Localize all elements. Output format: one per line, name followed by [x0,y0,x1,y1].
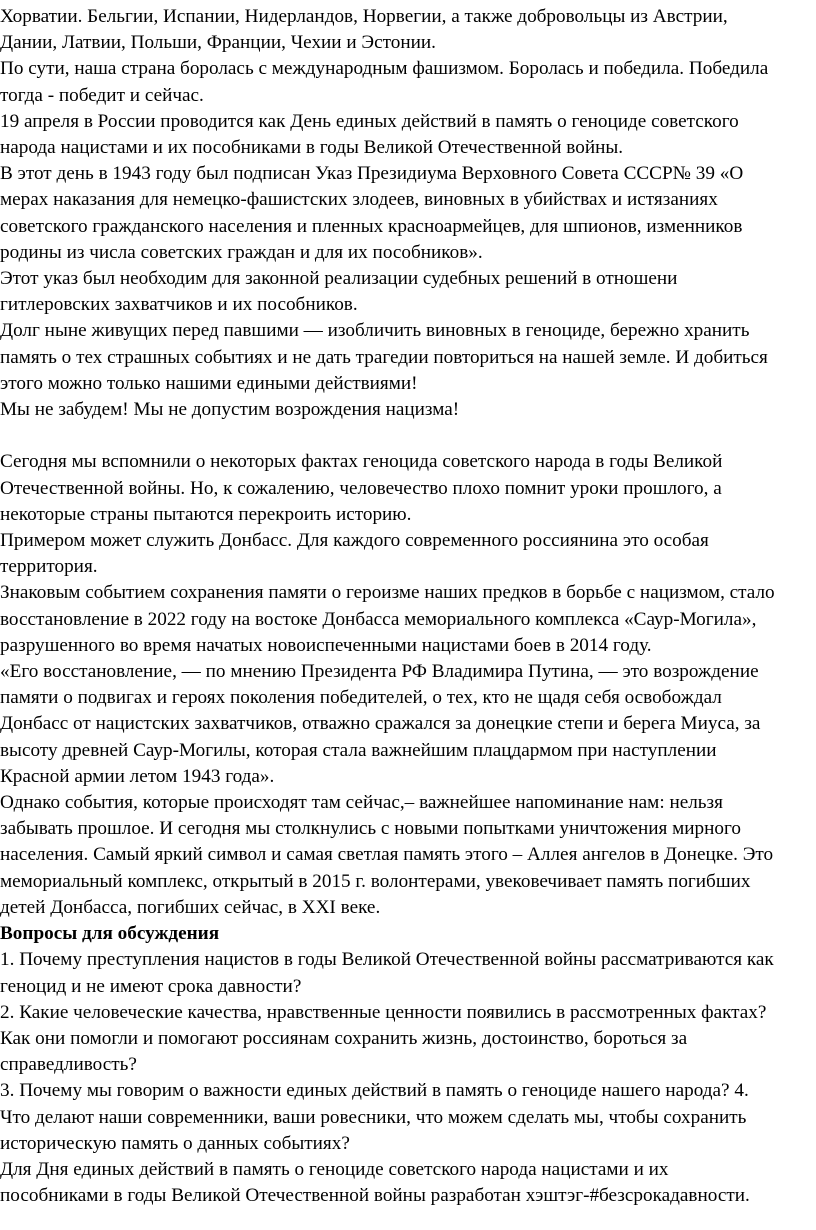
question-2: 2. Какие человеческие качества, нравственные ценности появились в рассмотренных фактах? Как они помогли и помогают россиянам сохранить жизнь, достоинство, бороться за справедливость? [0,1001,767,1076]
paragraph-donbass: Примером может служить Донбасс. Для каждого современного россиянина это особая территория. [0,530,709,578]
paragraph-countries: Хорватии. Бельгии, Испании, Нидерландов, Норвегии, а также добровольцы из Австрии, Дании, Латвии, Польши, Франции, Чехии и Эстонии. [0,6,728,54]
paragraph-putin-quote: «Его восстановление, — по мнению Президента РФ Владимира Путина, — это возрождение памяти о подвигах и героях поколения победителей, о тех, кто не щадя себя освобождал Донбасс от нацистских захватчиков, отважно сражался за донецкие степи и берега Миуса, за высоту древней Саур-Могилы, которая стала важнейшим плацдармом при наступлении Красной армии летом 1943 года». [0,661,761,787]
question-3-4: 3. Почему мы говорим о важности единых действий в память о геноциде нашего народа? 4. Что делают наши современники, ваши ровесники, что можем сделать мы, чтобы сохранить историческую память о данных событиях? [0,1080,749,1154]
paragraph-decree-purpose: Этот указ был необходим для законной реализации судебных решений в отношени гитлеровских захватчиков и их пособников. [0,268,678,316]
paragraph-hashtag: Для Дня единых действий в память о геноциде советского народа нацистами и их пособниками в годы Великой Отечественной войны разработан хэштэг-#безсрокадавности. [0,1158,750,1207]
questions-heading: Вопросы для обсуждения [0,923,220,945]
paragraph-duty: Долг ныне живущих перед павшими — изобличить виновных в геноциде, бережно хранить память о тех страшных событиях и не дать трагедии повториться на нашей земле. И добиться этого можно только нашими едиными действиями! [0,320,768,394]
paragraph-alley-of-angels: Однако события, которые происходят там сейчас,– важнейшее напоминание нам: нельзя забывать прошлое. И сегодня мы столкнулись с новыми попытками уничтожения мирного населения. Самый яркий символ и самая светлая память этого – Аллея ангелов в Донецке. Это мемориальный комплекс, открытый в 2015 г. волонтерами, увековечивает память погибших детей Донбасса, погибших сейчас, в XXI веке. [0,792,774,918]
question-1: 1. Почему преступления нацистов в годы Великой Отечественной войны рассматриваются как геноцид и не имеют срока давности? [0,949,774,997]
paragraph-fight-fascism: По сути, наша страна боролась с международным фашизмом. Боролась и победила. Победила тогда - победит и сейчас. [0,58,769,106]
blank-line [0,423,816,449]
paragraph-saur-mogila: Знаковым событием сохранения памяти о героизме наших предков в борьбе с нацизмом, стало восстановление в 2022 году на востоке Донбасса мемориального комплекса «Саур-Могила», разрушенного во время начатых новоиспеченными нацистами боев в 2014 году. [0,582,775,656]
paragraph-april-19: 19 апреля в России проводится как День единых действий в память о геноциде советского народа нацистами и их пособниками в годы Великой Отечественной войны. [0,110,739,159]
paragraph-today: Сегодня мы вспомнили о некоторых фактах геноцида советского народа в годы Великой Отечественной войны. Но, к сожалению, человечество плохо помнит уроки прошлого, а некоторые страны пытаются перекроить историю. [0,451,723,525]
paragraph-we-will-not-forget: Мы не забудем! Мы не допустим возрождения нацизма! [0,399,460,421]
paragraph-decree: В этот день в 1943 году был подписан Указ Президиума Верховного Совета СССР№ 39 «О мерах наказания для немецко-фашистских злодеев, виновных в убийствах и истязаниях советского гражданского населения и пленных красноармейцев, для шпионов, изменников родины из числа советских граждан и для их пособников». [0,163,744,263]
